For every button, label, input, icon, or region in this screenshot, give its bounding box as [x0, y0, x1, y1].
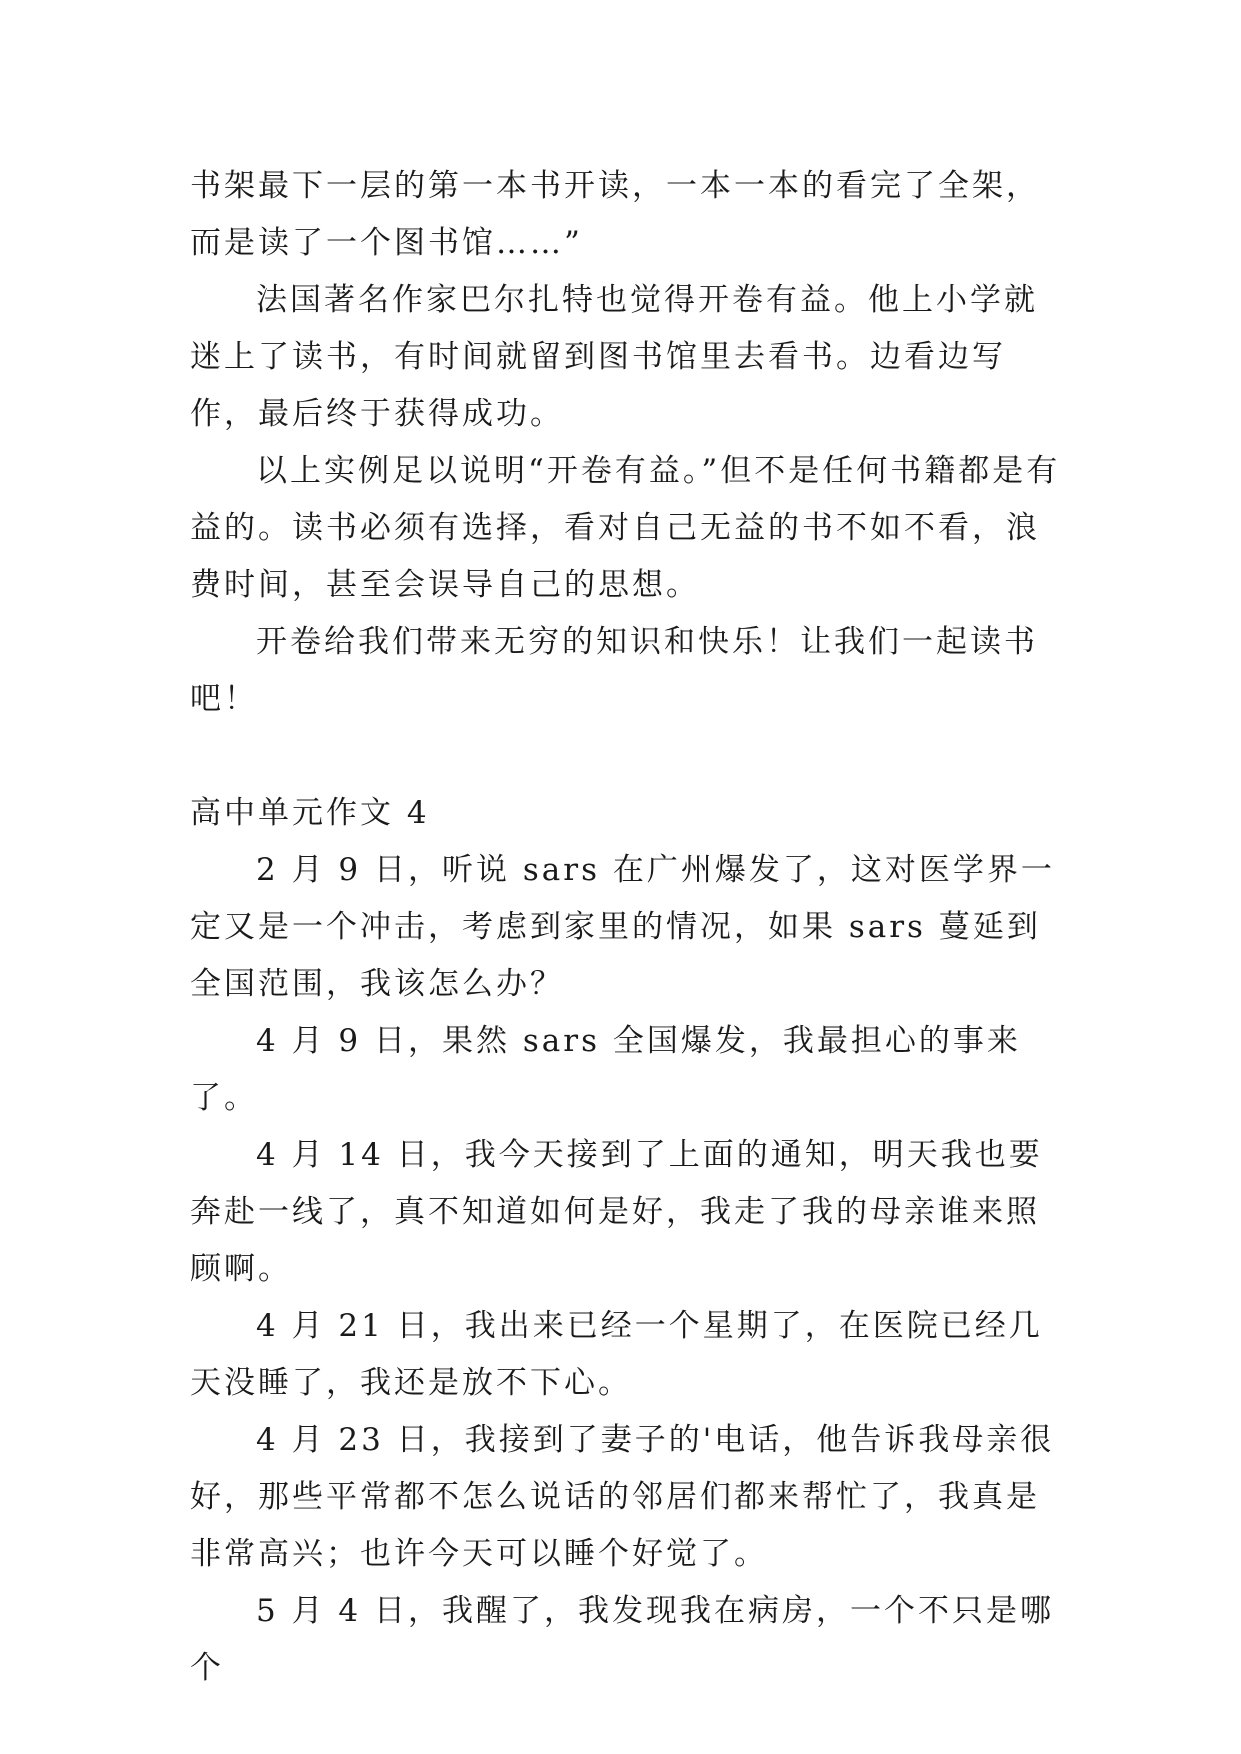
section-title: 高中单元作文 4 — [190, 795, 430, 831]
diary-entry-apr-21: 4 月 21 日，我出来已经一个星期了，在医院已经几天没睡了，我还是放不下心。 — [190, 1308, 1043, 1401]
diary-entry-apr-14: 4 月 14 日，我今天接到了上面的通知，明天我也要奔赴一线了，真不知道如何是好，我走了我的母亲谁来照顾啊。 — [190, 1137, 1043, 1287]
paragraph-conclusion: 以上实例足以说明“开卷有益。”但不是任何书籍都是有益的。读书必须有选择，看对自己无益的书不如不看，浪费时间，甚至会误导自己的思想。 — [190, 453, 1061, 603]
diary-entry-feb-9: 2 月 9 日，听说 sars 在广州爆发了，这对医学界一定又是一个冲击，考虑到家里的情况，如果 sars 蔓延到全国范围，我该怎么办？ — [190, 852, 1055, 1002]
diary-entry-may-4: 5 月 4 日，我醒了，我发现我在病房，一个不只是哪个 — [190, 1593, 1055, 1686]
diary-entry-apr-9: 4 月 9 日，果然 sars 全国爆发，我最担心的事来了。 — [190, 1023, 1021, 1116]
diary-entry-apr-23: 4 月 23 日，我接到了妻子的'电话，他告诉我母亲很好，那些平常都不怎么说话的邻居们都来帮忙了，我真是非常高兴；也许今天可以睡个好觉了。 — [190, 1422, 1055, 1572]
document-body — [190, 158, 1070, 1697]
paragraph-closing: 开卷给我们带来无穷的知识和快乐！让我们一起读书吧！ — [190, 624, 1038, 717]
paragraph-balzac: 法国著名作家巴尔扎特也觉得开卷有益。他上小学就迷上了读书，有时间就留到图书馆里去看书。边看边写作，最后终于获得成功。 — [190, 282, 1038, 432]
paragraph-continuation: 书架最下一层的第一本书开读，一本一本的看完了全架，而是读了一个图书馆……” — [190, 168, 1040, 261]
